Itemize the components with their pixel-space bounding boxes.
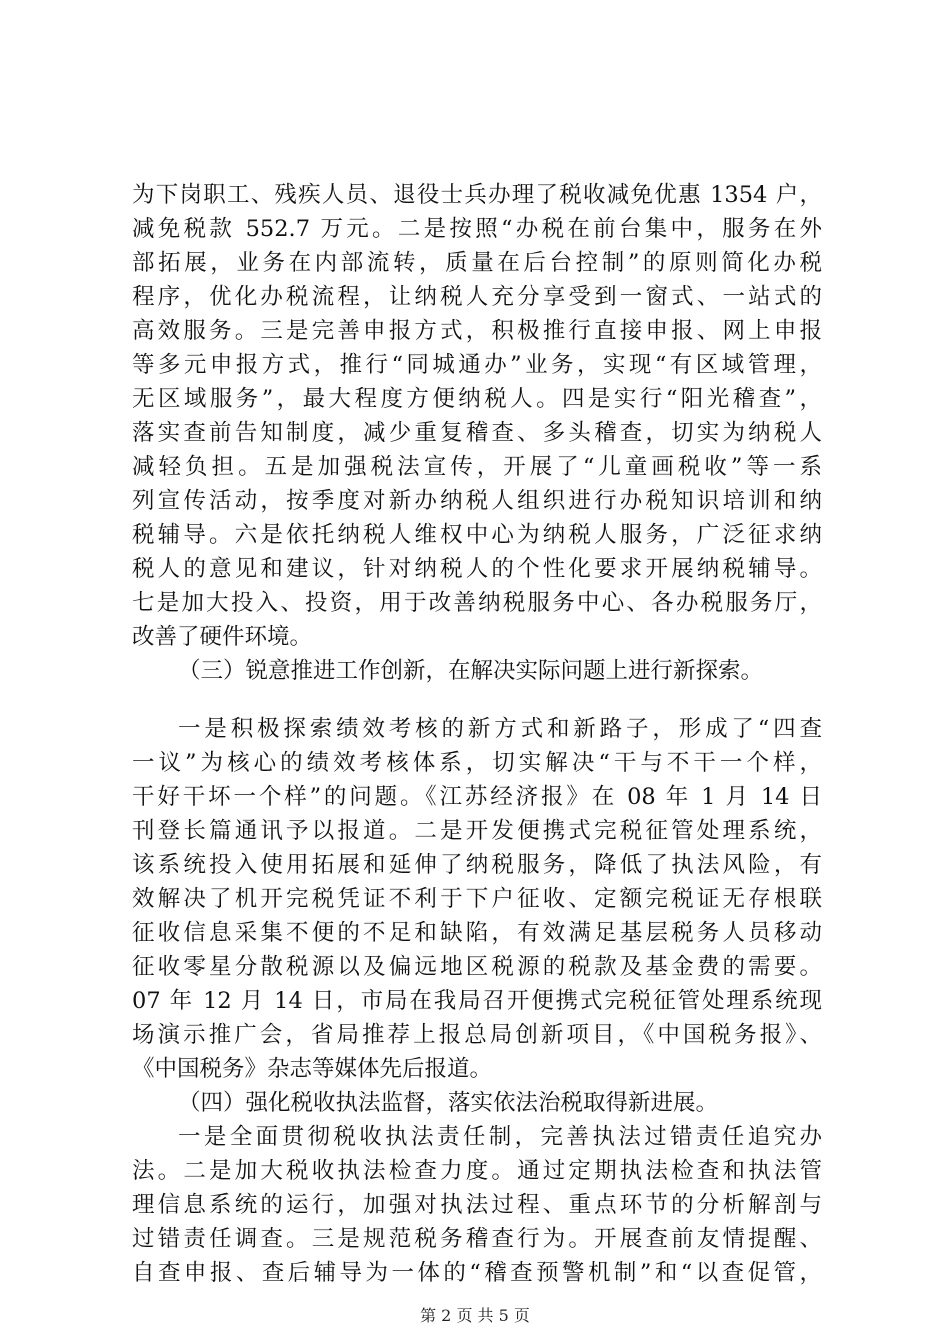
text-line: 高效服务。三是完善申报方式，积极推行直接申报、网上申报 <box>132 318 822 344</box>
text-line: 征收零星分散税源以及偏远地区税源的税款及基金费的需要。 <box>132 954 822 980</box>
text-line: 一是全面贯彻税收执法责任制，完善执法过错责任追究办 <box>178 1124 822 1150</box>
text-line: 刊登长篇通讯予以报道。二是开发便携式完税征管处理系统， <box>132 818 822 844</box>
text-line: 法。二是加大税收执法检查力度。通过定期执法检查和执法管 <box>132 1158 822 1184</box>
text-line: 自查申报、查后辅导为一体的“稽查预警机制”和“以查促管， <box>132 1260 822 1286</box>
section-heading: （三）锐意推进工作创新，在解决实际问题上进行新探索。 <box>178 658 764 684</box>
text-line: 理信息系统的运行，加强对执法过程、重点环节的分析解剖与 <box>132 1192 822 1218</box>
text-line: 为下岗职工、残疾人员、退役士兵办理了税收减免优惠 1354 户， <box>132 182 822 208</box>
text-line: 该系统投入使用拓展和延伸了纳税服务，降低了执法风险，有 <box>132 852 822 878</box>
text-line: 减轻负担。五是加强税法宣传，开展了“儿童画税收”等一系 <box>132 454 822 480</box>
text-line: 列宣传活动，按季度对新办纳税人组织进行办税知识培训和纳 <box>132 488 822 514</box>
text-line: 程序，优化办税流程，让纳税人充分享受到一窗式、一站式的 <box>132 284 822 310</box>
text-line: 场演示推广会，省局推荐上报总局创新项目，《中国税务报》、 <box>132 1022 822 1048</box>
text-line: 无区域服务”，最大程度方便纳税人。四是实行“阳光稽查”， <box>132 386 822 412</box>
text-line: 等多元申报方式，推行“同城通办”业务，实现“有区域管理， <box>132 352 822 378</box>
text-line: 落实查前告知制度，减少重复稽查、多头稽查，切实为纳税人 <box>132 420 822 446</box>
text-line: 效解决了机开完税凭证不利于下户征收、定额完税证无存根联 <box>132 886 822 912</box>
text-line: 干好干坏一个样”的问题。《江苏经济报》在 08 年 1 月 14 日 <box>132 784 822 810</box>
text-line: 税人的意见和建议，针对纳税人的个性化要求开展纳税辅导。 <box>132 556 822 582</box>
text-line: 税辅导。六是依托纳税人维权中心为纳税人服务，广泛征求纳 <box>132 522 822 548</box>
text-line: 改善了硬件环境。 <box>132 624 313 650</box>
text-line: 过错责任调查。三是规范税务稽查行为。开展查前友情提醒、 <box>132 1226 822 1252</box>
section-heading: （四）强化税收执法监督，落实依法治税取得新进展。 <box>178 1090 719 1116</box>
page-indicator: 第 2 页 共 5 页 <box>420 1306 530 1325</box>
text-line: 《中国税务》杂志等媒体先后报道。 <box>132 1056 493 1082</box>
text-line: 减免税款 552.7 万元。二是按照“办税在前台集中，服务在外 <box>132 216 822 242</box>
text-line: 一是积极探索绩效考核的新方式和新路子，形成了“四查 <box>178 716 822 742</box>
text-line: 七是加大投入、投资，用于改善纳税服务中心、各办税服务厅， <box>132 590 822 616</box>
text-line: 征收信息采集不便的不足和缺陷，有效满足基层税务人员移动 <box>132 920 822 946</box>
text-line: 一议”为核心的绩效考核体系，切实解决“干与不干一个样， <box>132 750 822 776</box>
text-line: 部拓展，业务在内部流转，质量在后台控制”的原则简化办税 <box>132 250 822 276</box>
text-line: 07 年 12 月 14 日，市局在我局召开便携式完税征管处理系统现 <box>132 988 822 1014</box>
